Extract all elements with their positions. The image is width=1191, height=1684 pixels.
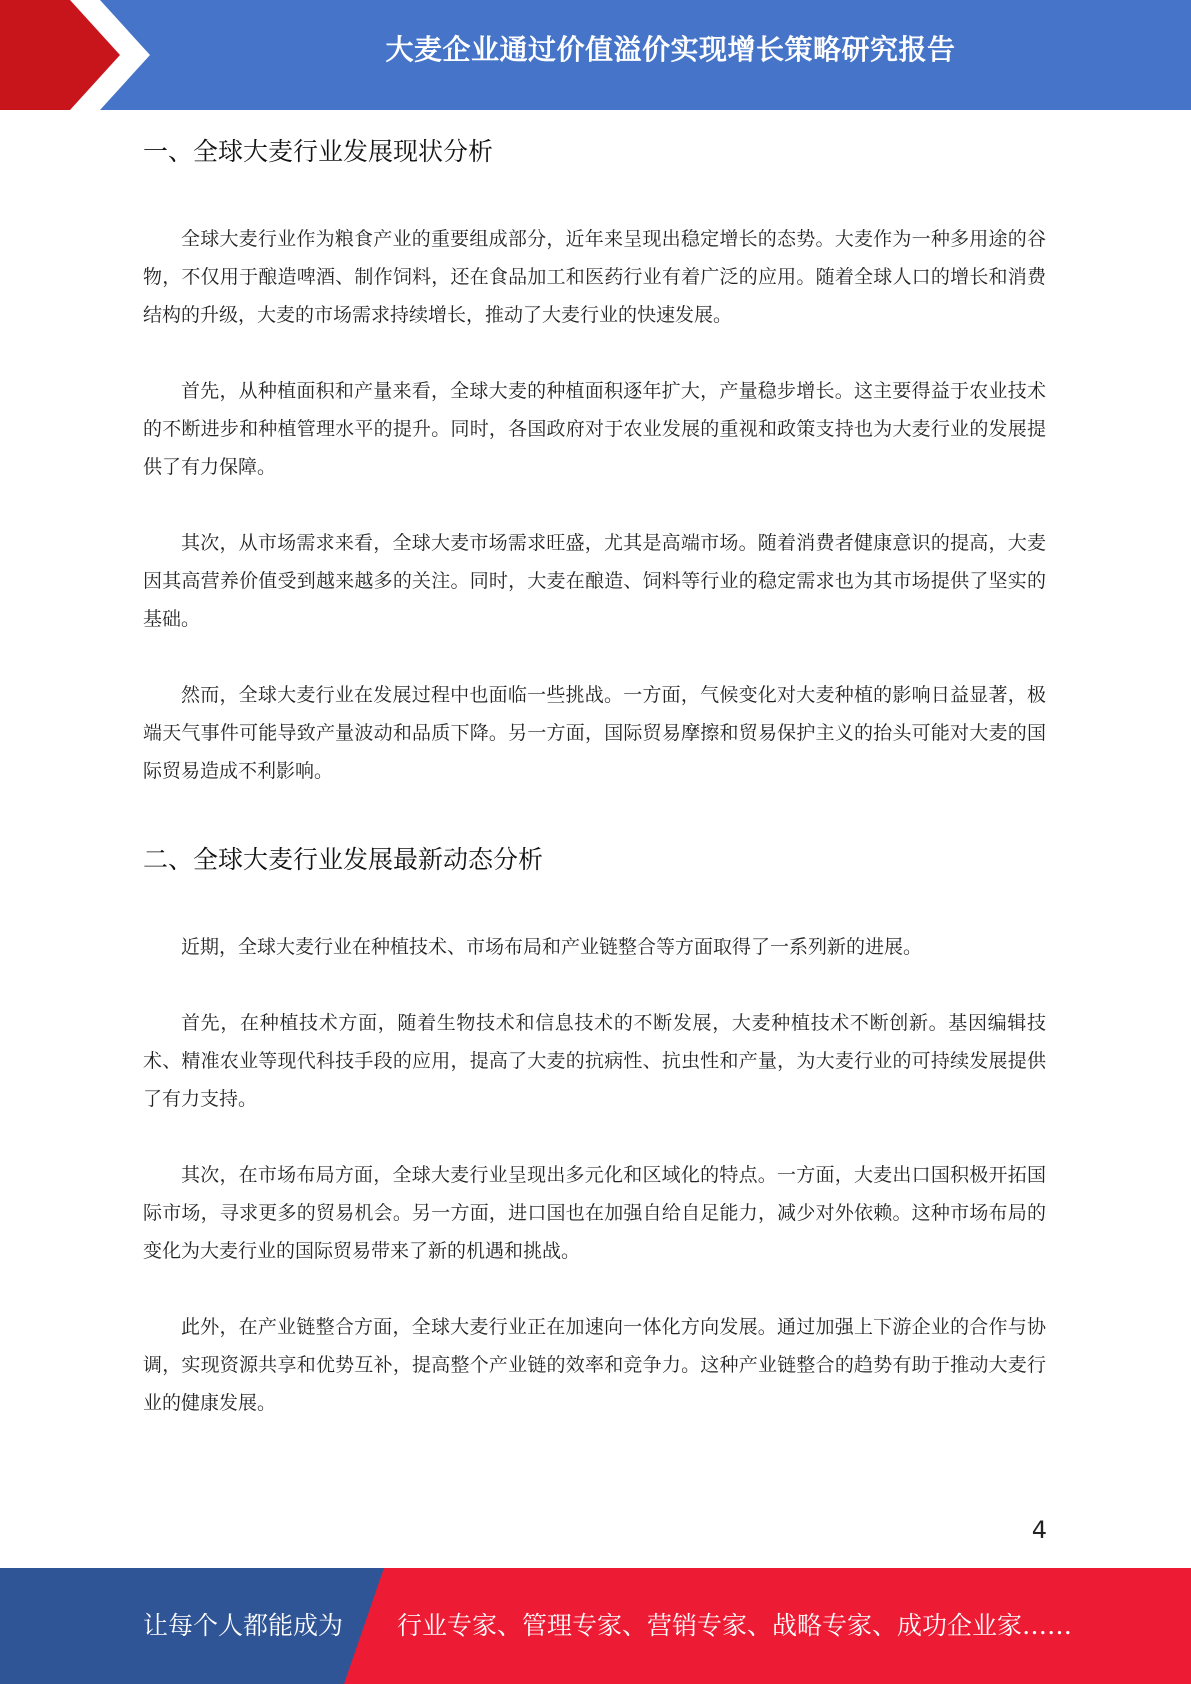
paragraph: 近期，全球大麦行业在种植技术、市场布局和产业链整合等方面取得了一系列新的进展。	[181, 936, 923, 958]
paragraph: 其次，从市场需求来看，全球大麦市场需求旺盛，尤其是高端市场。随着消费者健康意识的提高，大麦因其高营养价值受到越来越多的关注。同时，大麦在酿造、饲料等行业的稳定需求也为其市场提供了坚实的基础。	[143, 532, 1046, 630]
report-title: 大麦企业通过价值溢价实现增长策略研究报告	[385, 33, 956, 66]
footer-slogan-right: 行业专家、管理专家、营销专家、战略专家、成功企业家……	[397, 1611, 1073, 1640]
paragraph: 全球大麦行业作为粮食产业的重要组成部分，近年来呈现出稳定增长的态势。大麦作为一种多用途的谷物，不仅用于酿造啤酒、制作饲料，还在食品加工和医药行业有着广泛的应用。随着全球人口的增长和消费结构的升级，大麦的市场需求持续增长，推动了大麦行业的快速发展。	[143, 228, 1046, 326]
section-heading-2: 二、全球大麦行业发展最新动态分析	[143, 845, 544, 874]
page-number: 4	[1031, 1516, 1047, 1544]
paragraph: 然而，全球大麦行业在发展过程中也面临一些挑战。一方面，气候变化对大麦种植的影响日益显著，极端天气事件可能导致产量波动和品质下降。另一方面，国际贸易摩擦和贸易保护主义的抬头可能对大麦的国际贸易造成不利影响。	[143, 684, 1046, 782]
paragraph: 首先，从种植面积和产量来看，全球大麦的种植面积逐年扩大，产量稳步增长。这主要得益于农业技术的不断进步和种植管理水平的提升。同时，各国政府对于农业发展的重视和政策支持也为大麦行业的发展提供了有力保障。	[143, 380, 1046, 478]
footer-slogan-left: 让每个人都能成为	[143, 1611, 344, 1640]
header-banner	[0, 0, 1191, 110]
chevron-arrow-icon	[0, 0, 160, 110]
main-content	[143, 124, 1046, 1460]
paragraph: 首先，在种植技术方面，随着生物技术和信息技术的不断发展，大麦种植技术不断创新。基因编辑技术、精准农业等现代科技手段的应用，提高了大麦的抗病性、抗虫性和产量，为大麦行业的可持续发展提供了有力支持。	[143, 1012, 1046, 1110]
footer-banner	[0, 1568, 1191, 1684]
section-heading-1: 一、全球大麦行业发展现状分析	[143, 137, 494, 166]
paragraph: 此外，在产业链整合方面，全球大麦行业正在加速向一体化方向发展。通过加强上下游企业的合作与协调，实现资源共享和优势互补，提高整个产业链的效率和竞争力。这种产业链整合的趋势有助于推动大麦行业的健康发展。	[143, 1316, 1046, 1414]
paragraph: 其次，在市场布局方面，全球大麦行业呈现出多元化和区域化的特点。一方面，大麦出口国积极开拓国际市场，寻求更多的贸易机会。另一方面，进口国也在加强自给自足能力，减少对外依赖。这种市场布局的变化为大麦行业的国际贸易带来了新的机遇和挑战。	[143, 1164, 1046, 1262]
